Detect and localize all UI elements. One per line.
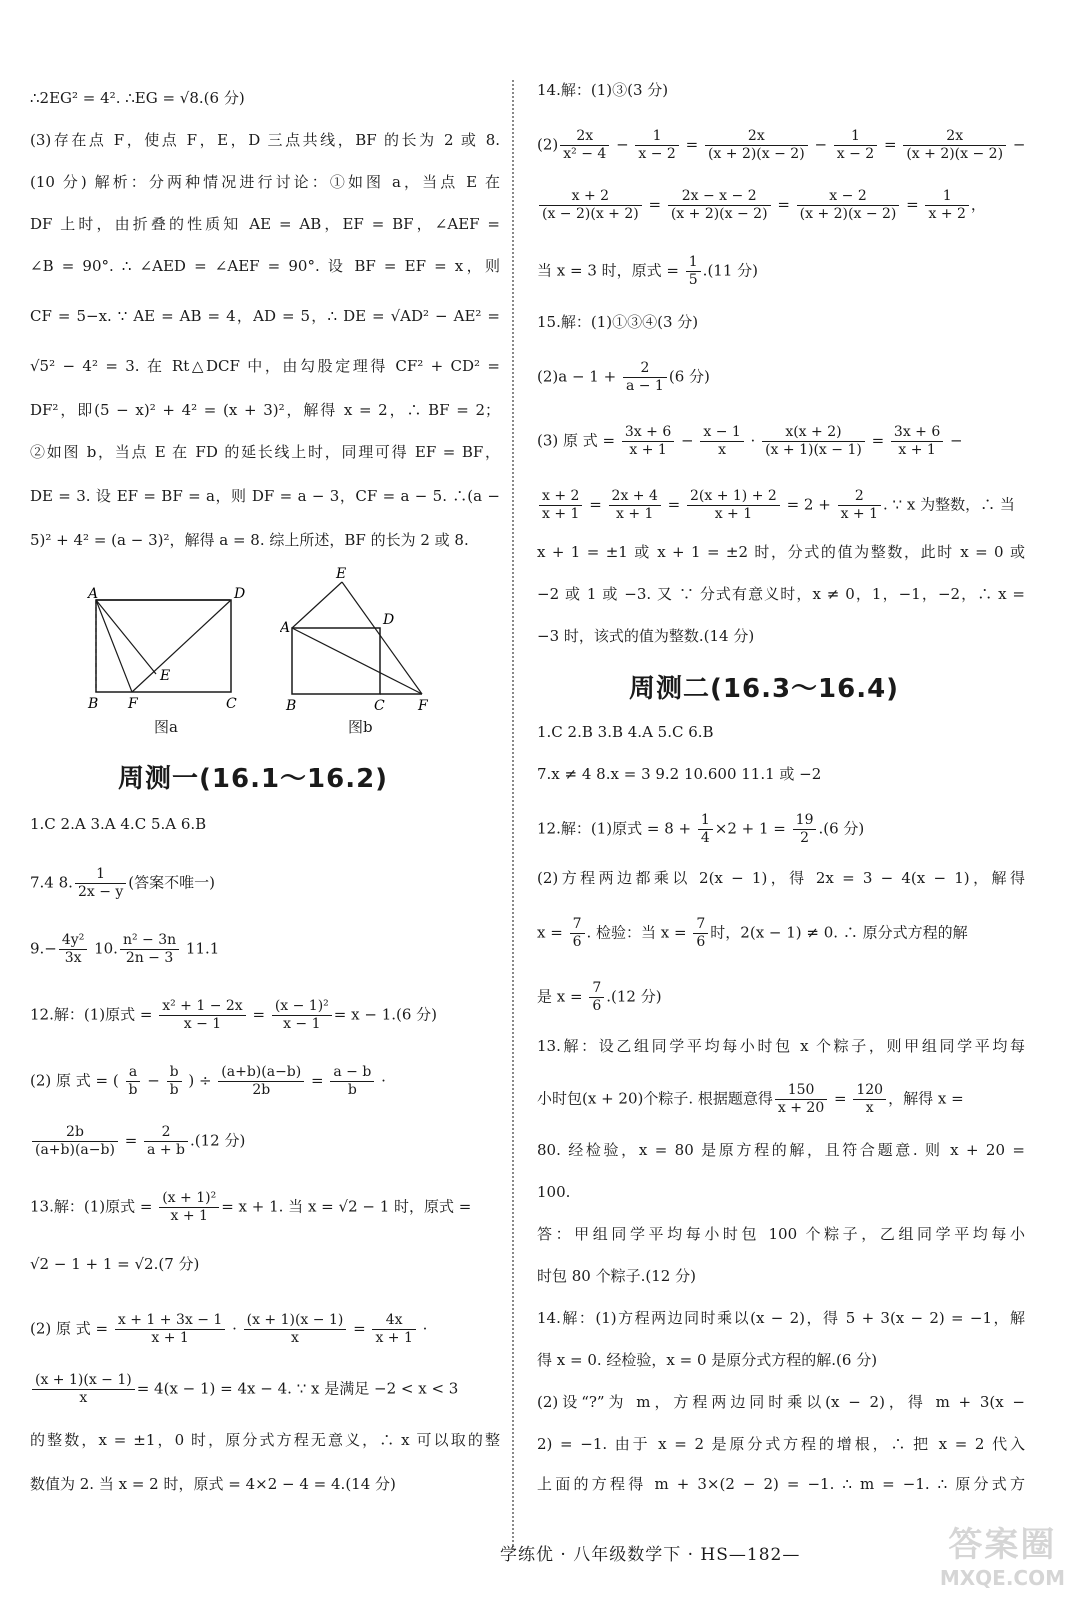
answer-line <box>30 866 215 901</box>
fraction: $\frac{2}{a - 1}$ <box>623 360 667 395</box>
text-line: 5)² + 4² = (a − 3)²，解得 a = 8. 综上所述，BF 的长为 2 或 8. <box>30 531 469 549</box>
fraction: $\frac{\text{x² + 1 − 2x}}{x - 1}$ <box>159 998 245 1033</box>
fraction: $\frac{2b}{(a+b)(a-b)}$ <box>32 1124 118 1159</box>
text-line: ∠B = 90°. ∴ ∠AED = ∠AEF = 90°. 设 BF = EF = x，则 <box>30 257 500 275</box>
text-line: √2 − 1 + 1 = √2.(7 分) <box>30 1255 200 1273</box>
label-b: B <box>88 696 99 712</box>
fraction: $\frac{4x}{x + 1}$ <box>372 1312 415 1347</box>
text: (答案不唯一) <box>128 873 215 892</box>
label-a: A <box>88 586 99 602</box>
text-line: (3)存在点 F，使点 F，E，D 三点共线，BF 的长为 2 或 8. <box>30 131 500 149</box>
text: 7.4 8. <box>30 873 73 892</box>
figure-a-caption: 图a <box>154 718 178 736</box>
text-line: DF²，即(5 − x)² + 4² = (x + 3)²，解得 x = 2，∴ BF = 2； <box>30 401 500 419</box>
solution-line: (2) 原 式 = $\frac{x + 1 + 3x - 1}{x + 1}$ · $\frac{(x + 1)(x - 1)}{x}$ = $\frac{4x}{x + 1}$ · <box>30 1312 428 1346</box>
solution-line: $\frac{x + 2}{(x - 2)(x + 2)}$ = $\frac{2x - x - 2}{(x + 2)(x - 2)}$ = $\frac{x - 2}{(x + 2)(x - 2)}$ = $\frac{1}{x + 2}$ ， <box>537 188 986 223</box>
fraction: $\frac{120}{x}$ <box>853 1082 886 1117</box>
text-line: −3 时，该式的值为整数.(14 分) <box>537 627 755 645</box>
text: 10. <box>89 939 118 958</box>
fraction: $\frac{2(x + 1) + 2}{x + 1}$ <box>687 488 780 523</box>
seg-ef <box>342 582 422 694</box>
solution-line: $\frac{(x + 1)(x - 1)}{x}$ = 4(x − 1) = 4x − 4. ∵ x 是满足 −2 < x < 3 <box>30 1372 458 1407</box>
watermark-text: 答案圈 <box>948 1525 1057 1565</box>
fraction: $\frac{x(x + 2)}{(x + 1)(x - 1)}$ <box>762 424 865 459</box>
text-line: DF 上时，由折叠的性质知 AE = AB，EF = BF，∠AEF = <box>30 215 500 233</box>
text: 9.− <box>30 939 57 958</box>
text-line: 时包 80 个粽子.(12 分) <box>537 1267 696 1285</box>
label-e: E <box>160 668 171 684</box>
fraction: $\frac{x + 1 + 3x - 1}{x + 1}$ <box>115 1312 225 1347</box>
watermark-logo <box>940 1517 1065 1590</box>
fraction: $\frac{19}{2}$ <box>793 812 817 847</box>
fraction: $\frac{1}{2x - y}$ <box>75 866 126 901</box>
fraction: $\frac{b}{b}$ <box>167 1064 182 1099</box>
label-d: D <box>234 586 246 602</box>
solution-line: 12.解：(1)原式 = 8 + $\frac{1}{4}$ ×2 + 1 = $\frac{19}{2}$ .(6 分) <box>537 812 865 846</box>
fraction: $\frac{150}{x + 20}$ <box>775 1082 827 1117</box>
answer-line: 1.C 2.A 3.A 4.C 5.A 6.B <box>30 815 207 833</box>
label-d: D <box>383 612 395 628</box>
page-footer: 学练优 · 八年级数学下 · HS—182— <box>500 1545 801 1565</box>
solution-line: x = $\frac{7}{6}$ . 检验：当 x = $\frac{7}{6}$ 时，2(x − 1) ≠ 0. ∴ 原分式方程的解 <box>537 916 968 950</box>
solution-line: 小时包(x + 20)个粽子. 根据题意得 $\frac{150}{x + 20}$ = $\frac{120}{x}$ ，解得 x = <box>537 1082 964 1116</box>
fraction: $\frac{2x}{\text{x² − 4}}$ <box>560 128 609 163</box>
fraction: $\frac{7}{6}$ <box>570 916 585 951</box>
text-line: 14.解：(1)方程两边同时乘以(x − 2)，得 5 + 3(x − 2) = −1，解 <box>537 1309 1025 1327</box>
figure-b <box>280 566 460 716</box>
text-line: 100. <box>537 1183 571 1201</box>
fraction: $\frac{x + 2}{x + 1}$ <box>539 488 582 523</box>
text-line: (10 分) 解析：分两种情况进行讨论：①如图 a，当点 E 在 <box>30 173 500 191</box>
solution-line: (2)a − 1 + $\frac{2}{a - 1}$ (6 分) <box>537 360 710 394</box>
section-title: 周测一(16.1～16.2) <box>118 764 389 794</box>
text-line: 13.解：设乙组同学平均每小时包 x 个粽子，则甲组同学平均每 <box>537 1037 1025 1055</box>
text-line: 15.解：(1)①③④(3 分) <box>537 313 699 331</box>
label-c: C <box>374 698 385 714</box>
text-line: DE = 3. 设 EF = BF = a，则 DF = a − 3，CF = a − 5. ∴(a − <box>30 487 500 505</box>
seg-af <box>96 600 132 692</box>
fraction: $\frac{\text{n² − 3n}}{2n - 3}$ <box>120 932 179 967</box>
fraction: $\frac{a}{b}$ <box>126 1064 141 1099</box>
text: 11.1 <box>181 939 220 958</box>
fraction: $\frac{\text{(x + 1)²}}{x + 1}$ <box>159 1190 219 1225</box>
seg-ae <box>96 600 156 674</box>
solution-line: 13.解：(1)原式 = $\frac{\text{(x + 1)²}}{x + 1}$ = x + 1. 当 x = √2 − 1 时，原式 = <box>30 1190 472 1224</box>
column-divider <box>512 80 514 1550</box>
solution-line: $\frac{2b}{(a+b)(a-b)}$ = $\frac{2}{a + b}$ .(12 分) <box>30 1124 245 1159</box>
fraction: $\frac{\text{(x − 1)²}}{x - 1}$ <box>272 998 332 1033</box>
fraction: $\frac{2}{a + b}$ <box>144 1124 188 1159</box>
seg-af <box>292 628 422 694</box>
section-title: 周测二(16.3～16.4) <box>629 674 900 704</box>
solution-line: (2) 原 式 = ( $\frac{a}{b}$ − $\frac{b}{b}$ ) ÷ $\frac{(a+b)(a-b)}{2b}$ = $\frac{a - b}{b}$ · <box>30 1064 386 1098</box>
fraction: $\frac{2x + 4}{x + 1}$ <box>609 488 661 523</box>
fraction: $\frac{1}{4}$ <box>698 812 713 847</box>
seg-fd <box>132 600 231 692</box>
text-line: x + 1 = ±1 或 x + 1 = ±2 时，分式的值为整数，此时 x = 0 或 <box>537 543 1025 561</box>
text-line: (2)方程两边都乘以 2(x − 1)，得 2x = 3 − 4(x − 1)，解得 <box>537 869 1025 887</box>
fraction: $\frac{1}{x + 2}$ <box>925 188 968 223</box>
fraction: $\frac{3x + 6}{x + 1}$ <box>891 424 943 459</box>
text-line: 2) = −1. 由于 x = 2 是原分式方程的增根，∴ 把 x = 2 代入 <box>537 1435 1025 1453</box>
figure-b-caption: 图b <box>348 718 373 736</box>
text-line: 答：甲组同学平均每小时包 100 个粽子，乙组同学平均每小 <box>537 1225 1025 1243</box>
fraction: $\frac{(a+b)(a-b)}{2b}$ <box>218 1064 304 1099</box>
fraction: $\frac{2}{x + 1}$ <box>838 488 881 523</box>
rect-abcd <box>292 628 380 694</box>
text-line: 得 x = 0. 经检验，x = 0 是原分式方程的解.(6 分) <box>537 1351 878 1369</box>
fraction: $\frac{1}{x - 2}$ <box>834 128 877 163</box>
text-line: 上面的方程得 m + 3×(2 − 2) = −1. ∴ m = −1. ∴ 原分式方 <box>537 1475 1025 1493</box>
label-e: E <box>336 566 347 582</box>
fraction: $\frac{(x + 1)(x - 1)}{x}$ <box>32 1372 135 1407</box>
text-line: 数值为 2. 当 x = 2 时，原式 = 4×2 − 4 = 4.(14 分) <box>30 1475 396 1493</box>
text-line: (2)设“?”为 m，方程两边同时乘以(x − 2)，得 m + 3(x − <box>537 1393 1025 1411</box>
fraction: $\frac{3x + 6}{x + 1}$ <box>622 424 674 459</box>
text-line: ②如图 b，当点 E 在 FD 的延长线上时，同理可得 EF = BF， <box>30 443 500 461</box>
fraction: $\frac{1}{5}$ <box>686 254 701 289</box>
fraction: $\frac{a - b}{b}$ <box>330 1064 374 1099</box>
text-line: CF = 5−x. ∵ AE = AB = 4，AD = 5，∴ DE = √AD² − AE² = <box>30 307 500 325</box>
fraction: $\frac{x - 2}{(x + 2)(x - 2)}$ <box>797 188 900 223</box>
solution-line: 是 x = $\frac{7}{6}$ .(12 分) <box>537 980 662 1014</box>
text-line: 14.解：(1)③(3 分) <box>537 81 669 99</box>
answer-line: 7.x ≠ 4 8.x = 3 9.2 10.600 11.1 或 −2 <box>537 765 822 783</box>
watermark-url: MXQE.COM <box>939 1566 1065 1590</box>
fraction: $\frac{7}{6}$ <box>693 916 708 951</box>
fraction: $\frac{2x}{(x + 2)(x - 2)}$ <box>903 128 1006 163</box>
seg-ae <box>292 582 342 628</box>
solution-line: (3) 原 式 = $\frac{3x + 6}{x + 1}$ − $\frac{x - 1}{x}$ · $\frac{x(x + 2)}{(x + 1)(x - 1)}$ = $\frac{3x + 6}{x + 1}$ − <box>537 424 963 458</box>
fraction: $\frac{\text{4y²}}{3x}$ <box>59 932 87 967</box>
text-line: √5² − 4² = 3. 在 Rt△DCF 中，由勾股定理得 CF² + CD² = <box>30 357 500 375</box>
solution-line: 12.解：(1)原式 = $\frac{\text{x² + 1 − 2x}}{x - 1}$ = $\frac{\text{(x − 1)²}}{x - 1}$ = x − 1.(6 分) <box>30 998 438 1032</box>
label-f: F <box>128 696 138 712</box>
answer-line: 1.C 2.B 3.B 4.A 5.C 6.B <box>537 723 714 741</box>
solution-line: 当 x = 3 时，原式 = $\frac{1}{5}$ .(11 分) <box>537 254 758 288</box>
text-line: −2 或 1 或 −3. 又 ∵ 分式有意义时，x ≠ 0，1，−1，−2，∴ x = <box>537 585 1025 603</box>
figure-a <box>80 584 280 714</box>
fraction: $\frac{7}{6}$ <box>589 980 604 1015</box>
label-a: A <box>280 620 291 636</box>
fraction: $\frac{x + 2}{(x - 2)(x + 2)}$ <box>539 188 642 223</box>
fraction: $\frac{1}{x - 2}$ <box>635 128 678 163</box>
fraction: $\frac{2x}{(x + 2)(x - 2)}$ <box>705 128 808 163</box>
solution-line: (2) $\frac{2x}{\text{x² − 4}}$ − $\frac{1}{x - 2}$ = $\frac{2x}{(x + 2)(x - 2)}$ − $\frac{1}{x - 2}$ = $\frac{2x}{(x + 2)(x - 2)}$ − <box>537 128 1026 162</box>
text-line: 80. 经检验，x = 80 是原方程的解，且符合题意. 则 x + 20 = <box>537 1141 1025 1159</box>
label-c: C <box>226 696 237 712</box>
answer-line <box>30 932 219 967</box>
label-b: B <box>286 698 297 714</box>
label-f: F <box>418 698 428 714</box>
fraction: $\frac{(x + 1)(x - 1)}{x}$ <box>244 1312 347 1347</box>
text-line: 的整数，x = ±1，0 时，原分式方程无意义，∴ x 可以取的整 <box>30 1431 500 1449</box>
text-line: ∴2EG² = 4². ∴EG = √8.(6 分) <box>30 89 245 107</box>
solution-line: $\frac{x + 2}{x + 1}$ = $\frac{2x + 4}{x + 1}$ = $\frac{2(x + 1) + 2}{x + 1}$ = 2 + $\frac{2}{x + 1}$ . ∵ x 为整数，∴ 当 <box>537 488 1015 523</box>
fraction: $\frac{2x - x - 2}{(x + 2)(x - 2)}$ <box>668 188 771 223</box>
fraction: $\frac{x - 1}{x}$ <box>700 424 743 459</box>
